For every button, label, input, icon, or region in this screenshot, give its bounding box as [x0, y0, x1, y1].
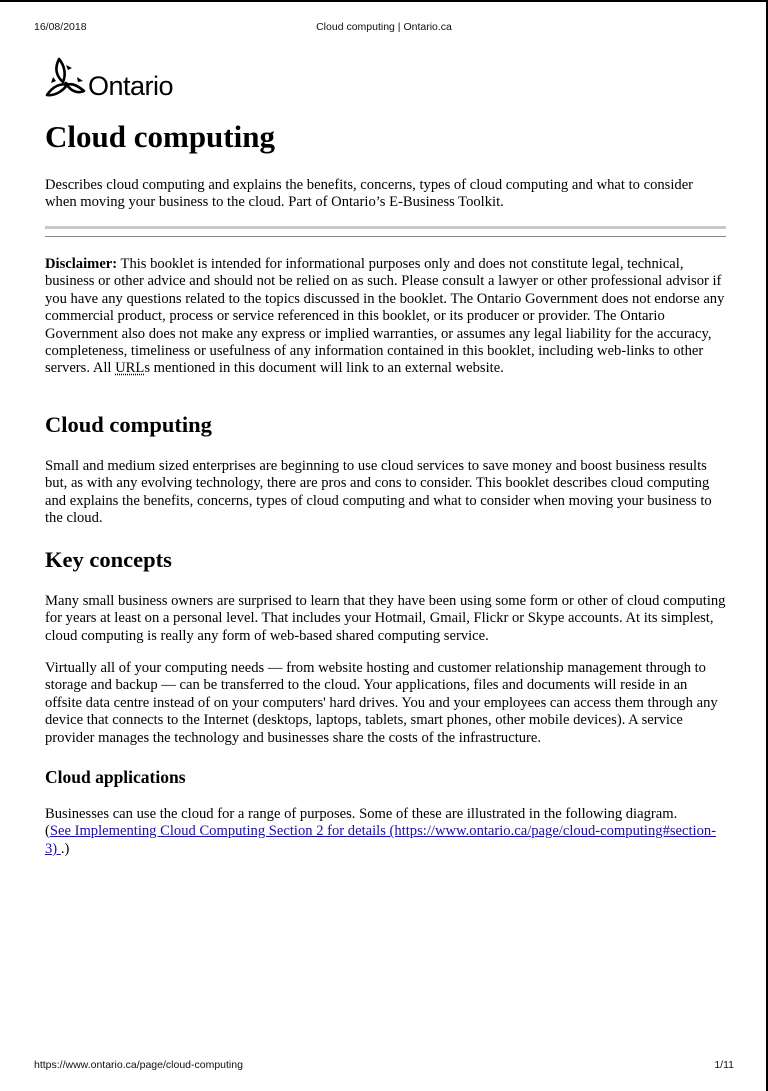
disclaimer-text-end: s mentioned in this document will link to an external website. — [144, 360, 504, 377]
ontario-logo[interactable] — [44, 55, 173, 101]
key-concepts-paragraph-2: Virtually all of your computing needs — from website hosting and customer relationship management through to storage and backup — can be transferred to the cloud. Your applications, files and documents will reside in an offsite data centre instead of on your computers' hard drives. You and your employees can access them through any device that connects to the Internet (desktops, laptops, tablets, smart phones, other mobile devices). A service provider manages the technology and businesses share the costs of the infrastructure. — [45, 660, 718, 746]
intro-paragraph: Describes cloud computing and explains the benefits, concerns, types of cloud computing and what to consider when moving your business to the cloud. Part of Ontario’s E-Business Toolkit. — [45, 177, 694, 211]
page-title: Cloud computing — [45, 119, 275, 154]
paren-close: .) — [60, 840, 70, 857]
heading-cloud-computing: Cloud computing — [45, 412, 212, 437]
divider-thin — [45, 236, 726, 237]
implementing-cloud-computing-link[interactable]: See Implementing Cloud Computing Section 2 for details (https://www.ontario.ca/page/cloud-computing#section-3) — [45, 823, 717, 857]
cloud-applications-text: Businesses can use the cloud for a range of purposes. Some of these are illustrated in the following diagram. — [45, 806, 678, 822]
trillium-logo-icon — [44, 55, 90, 101]
print-page-number: 1/11 — [714, 1059, 734, 1071]
heading-key-concepts: Key concepts — [45, 547, 172, 572]
logo-wordmark: Ontario — [88, 71, 174, 101]
key-concepts-paragraph-1: Many small business owners are surprised to learn that they have been using some form or other of cloud computing for years at least on a personal level. That includes your Hotmail, Gmail, Flickr or Skype accounts. At its simplest, cloud computing is really any form of web-based shared computing service. — [45, 593, 726, 644]
heading-cloud-applications: Cloud applications — [45, 767, 186, 787]
cloud-applications-paragraph — [45, 806, 727, 858]
print-footer-url: https://www.ontario.ca/page/cloud-computing — [34, 1059, 243, 1071]
print-title: Cloud computing | Ontario.ca — [316, 21, 452, 33]
cloud-computing-paragraph: Small and medium sized enterprises are beginning to use cloud services to save money and boost business results but, as with any evolving technology, there are pros and cons to consider. This booklet describes cloud computing and explains the benefits, concerns, types of cloud computing and what to consider when moving your business to the cloud. — [45, 458, 712, 527]
disclaimer-text: This booklet is intended for informational purposes only and does not constitute legal, technical, business or other advice and should not be relied on as such. Please consult a lawyer or other professional advisor if you have any questions related to the topics discussed in the booklet. The Ontario Government does not endorse any commercial product, process or service referenced in this booklet, or its producer or provider. The Ontario Government also does not make any express or implied warranties, or assumes any legal liability for the accuracy, completeness, timeliness or usefulness of any information contained in this booklet, including web-links to other servers. All — [45, 256, 725, 377]
print-date: 16/08/2018 — [34, 21, 87, 33]
url-abbreviation: URL — [115, 360, 145, 377]
disclaimer-paragraph — [45, 256, 727, 378]
divider-thick — [45, 226, 726, 229]
paren-open: ( — [45, 823, 50, 840]
disclaimer-label: Disclaimer: — [45, 256, 118, 272]
